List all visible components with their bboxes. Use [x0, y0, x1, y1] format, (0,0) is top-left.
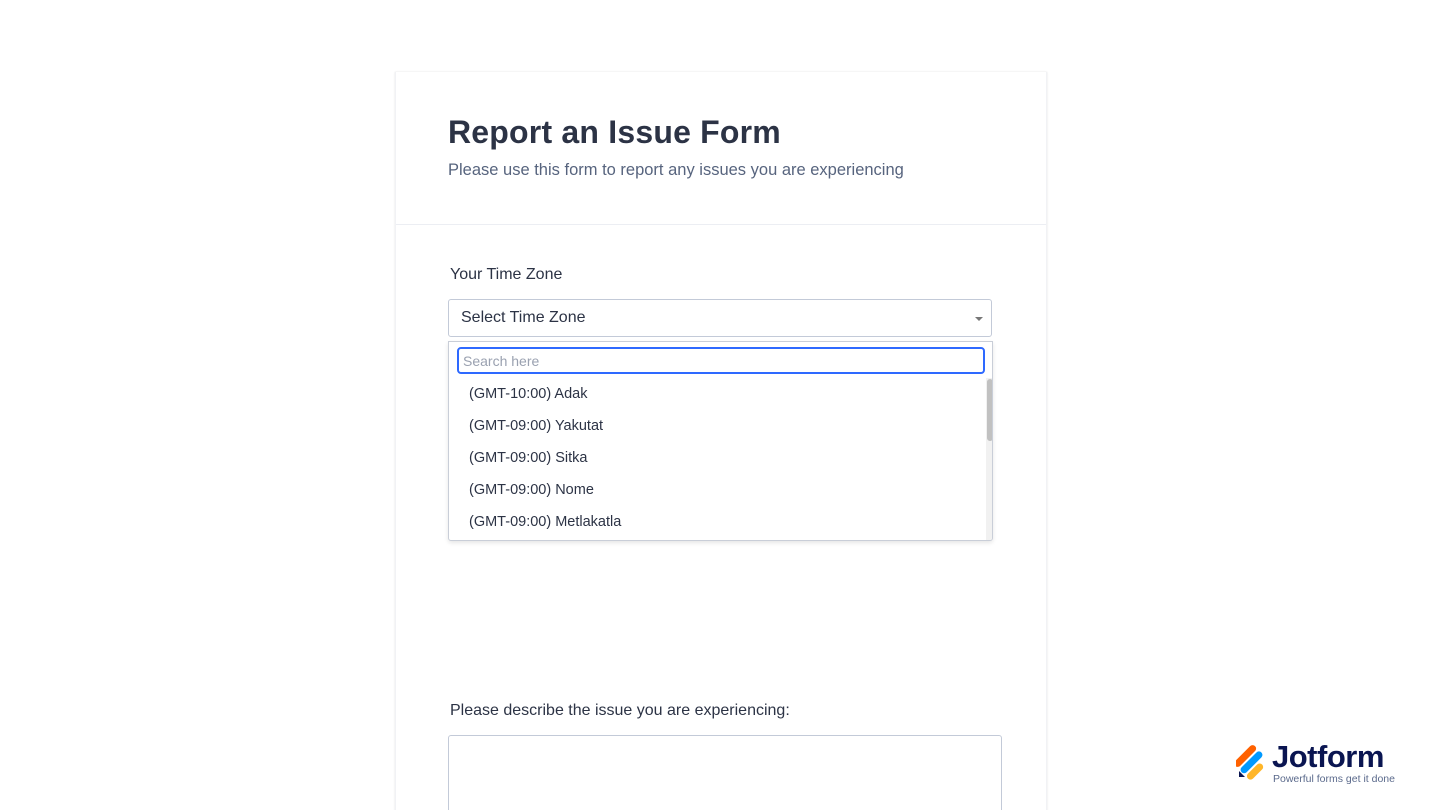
timezone-option[interactable]: (GMT-09:00) Yakutat: [469, 418, 604, 434]
timezone-option[interactable]: (GMT-09:00) Metlakatla: [469, 514, 622, 530]
timezone-select-value: Select Time Zone: [461, 309, 586, 326]
form-header: [396, 72, 1046, 225]
jotform-tagline: Powerful forms get it done: [1273, 773, 1395, 785]
dropdown-scrollbar-thumb[interactable]: [987, 379, 993, 441]
caret-down-icon: [975, 317, 983, 321]
description-textarea[interactable]: [448, 735, 1002, 810]
timezone-dropdown: [448, 341, 993, 541]
timezone-option[interactable]: (GMT-09:00) Nome: [469, 482, 594, 498]
timezone-option[interactable]: (GMT-10:00) Adak: [469, 386, 588, 402]
jotform-wordmark: Jotform: [1272, 739, 1384, 774]
timezone-label: Your Time Zone: [450, 266, 563, 283]
form-card: [395, 72, 1047, 810]
timezone-option-list: [449, 378, 986, 541]
timezone-option[interactable]: (GMT-09:00) Sitka: [469, 450, 588, 466]
jotform-logo-icon: [1236, 744, 1272, 780]
form-subtitle: Please use this form to report any issues you are experiencing: [448, 161, 904, 179]
jotform-badge[interactable]: [1236, 739, 1406, 788]
timezone-select[interactable]: [448, 299, 992, 337]
form-title: Report an Issue Form: [448, 114, 781, 150]
description-label: Please describe the issue you are experiencing:: [450, 702, 790, 719]
dropdown-scrollbar[interactable]: [986, 378, 993, 541]
timezone-search-input[interactable]: [457, 347, 985, 374]
